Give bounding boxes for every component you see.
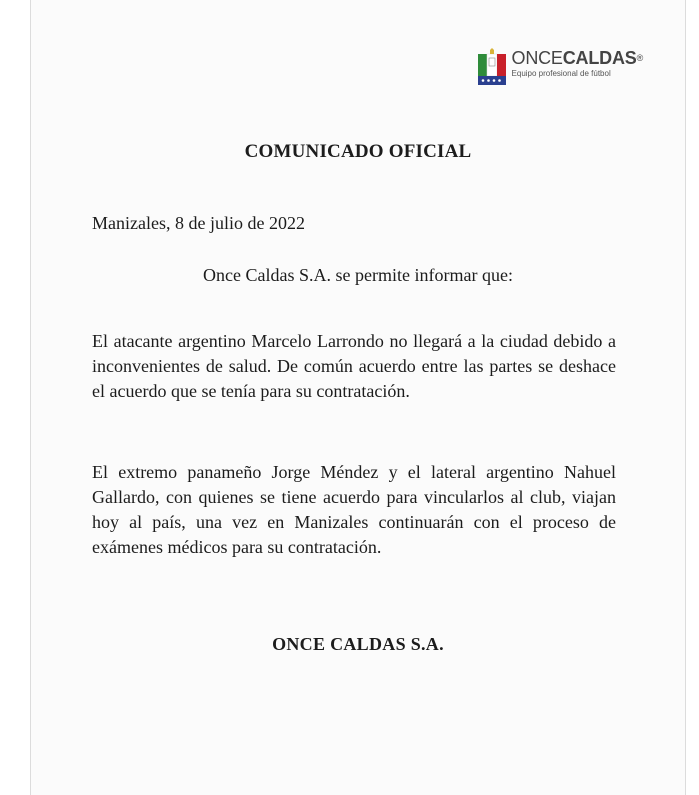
club-shield-icon xyxy=(478,48,506,88)
logo-registered-mark: ® xyxy=(636,53,643,63)
paragraph-1: El atacante argentino Marcelo Larrondo no llegará a la ciudad debido a inconvenientes de salud. De común acuerdo entre las partes se deshace el acuerdo que se tenía para su contratación. xyxy=(92,331,616,401)
document-page xyxy=(30,0,686,795)
club-logo xyxy=(478,48,643,88)
logo-tagline: Equipo profesional de fútbol xyxy=(511,69,611,78)
paragraph-2: El extremo panameño Jorge Méndez y el lateral argentino Nahuel Gallardo, con quienes se tiene acuerdo para vincularlos al club, viajan hoy al país, una vez en Manizales continuarán con el proceso de exámenes médicos para su contratación. xyxy=(92,462,616,557)
document-title: COMUNICADO OFICIAL xyxy=(244,141,472,162)
logo-name-light: ONCE xyxy=(511,48,563,68)
logo-wordmark xyxy=(512,48,643,68)
logo-name-bold: CALDAS xyxy=(562,48,637,68)
document-date: Manizales, 8 de julio de 2022 xyxy=(92,213,305,233)
document-signature: ONCE CALDAS S.A. xyxy=(272,634,444,654)
document-intro: Once Caldas S.A. se permite informar que: xyxy=(203,265,513,285)
